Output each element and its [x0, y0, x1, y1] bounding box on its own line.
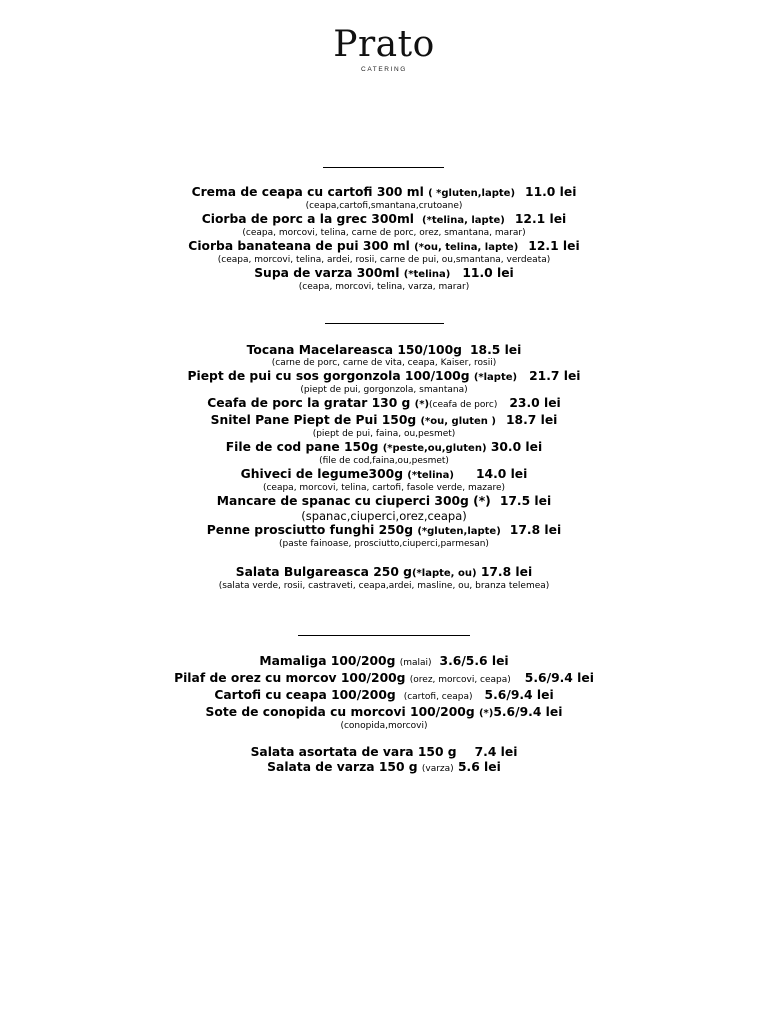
- menu-item-name: Ceafa de porc la gratar 130 g (*)(ceafa de porc) 23.0 lei: [207, 396, 561, 410]
- section-divider: [298, 635, 470, 636]
- menu-item-name: Sote de conopida cu morcovi 100/200g (*)5.6/9.4 lei: [205, 705, 563, 719]
- soups-section: [0, 185, 768, 293]
- menu-item-ingredients: (spanac,ciuperci,orez,ceapa): [301, 509, 467, 523]
- menu-item-ingredients: (piept de pui, faina, ou,pesmet): [312, 429, 456, 439]
- menu-item-name: Salata asortata de vara 150 g 7.4 lei: [250, 745, 518, 759]
- menu-item-name: Ciorba de porc a la grec 300ml (*telina, lapte) 12.1 lei: [201, 212, 567, 226]
- menu-item-name: Salata Bulgareasca 250 g(*lapte, ou) 17.8 lei: [235, 565, 533, 579]
- menu-item-ingredients: (piept de pui, gorgonzola, smantana): [300, 385, 468, 395]
- menu-item-name: File de cod pane 150g (*peste,ou,gluten) 30.0 lei: [225, 440, 543, 454]
- brand-name: Prato: [333, 24, 435, 65]
- menu-item-ingredients: (ceapa, morcovi, telina, cartofi, fasole verde, mazare): [262, 483, 506, 493]
- menu-item-name: Snitel Pane Piept de Pui 150g (*ou, gluten ) 18.7 lei: [210, 413, 558, 427]
- menu-item-ingredients: (file de cod,faina,ou,pesmet): [319, 456, 449, 466]
- menu-item-name: Salata de varza 150 g (varza) 5.6 lei: [267, 760, 501, 774]
- menu-item-name: Mamaliga 100/200g (malai) 3.6/5.6 lei: [259, 654, 509, 668]
- brand-logo: [0, 26, 768, 73]
- menu-item-ingredients: (ceapa, morcovi, telina, ardei, rosii, carne de pui, ou,smantana, verdeata): [217, 255, 551, 265]
- menu-item-name: Mancare de spanac cu ciuperci 300g (*) 17.5 lei: [216, 494, 552, 508]
- section-divider: [325, 323, 444, 324]
- mains-section: [0, 343, 768, 592]
- menu-item-name: Supa de varza 300ml (*telina) 11.0 lei: [254, 266, 514, 280]
- menu-item-ingredients: (conopida,morcovi): [340, 721, 428, 731]
- menu-item-ingredients: (salata verde, rosii, castraveti, ceapa,ardei, masline, ou, branza telemea): [218, 581, 550, 591]
- brand-subtitle: CATERING: [361, 66, 407, 73]
- menu-item-ingredients: (ceapa, morcovi, telina, varza, marar): [298, 282, 470, 292]
- menu-item-name: Cartofi cu ceapa 100/200g (cartofi, ceapa) 5.6/9.4 lei: [214, 688, 554, 702]
- menu-item-name: Pilaf de orez cu morcov 100/200g (orez, morcovi, ceapa) 5.6/9.4 lei: [174, 671, 594, 685]
- menu-item-name: Crema de ceapa cu cartofi 300 ml ( *gluten,lapte) 11.0 lei: [191, 185, 577, 199]
- menu-item-ingredients: (paste fainoase, prosciutto,ciuperci,parmesan): [279, 539, 489, 549]
- menu-item-name: Penne prosciutto funghi 250g (*gluten,lapte) 17.8 lei: [206, 523, 562, 537]
- menu-item-name: Piept de pui cu sos gorgonzola 100/100g (*lapte) 21.7 lei: [187, 369, 581, 383]
- sides-section: [0, 654, 768, 777]
- section-divider: [323, 167, 444, 168]
- menu-item-name: Ghiveci de legume300g (*telina) 14.0 lei: [240, 467, 528, 481]
- menu-item-name: Ciorba banateana de pui 300 ml (*ou, telina, lapte) 12.1 lei: [188, 239, 580, 253]
- menu-item-name: Tocana Macelareasca 150/100g 18.5 lei: [246, 343, 522, 357]
- menu-item-ingredients: (carne de porc, carne de vita, ceapa, Kaiser, rosii): [271, 358, 497, 368]
- menu-item-ingredients: (ceapa, morcovi, telina, carne de porc, orez, smantana, marar): [242, 228, 526, 238]
- menu-item-ingredients: (ceapa,cartofi,smantana,crutoane): [305, 201, 463, 211]
